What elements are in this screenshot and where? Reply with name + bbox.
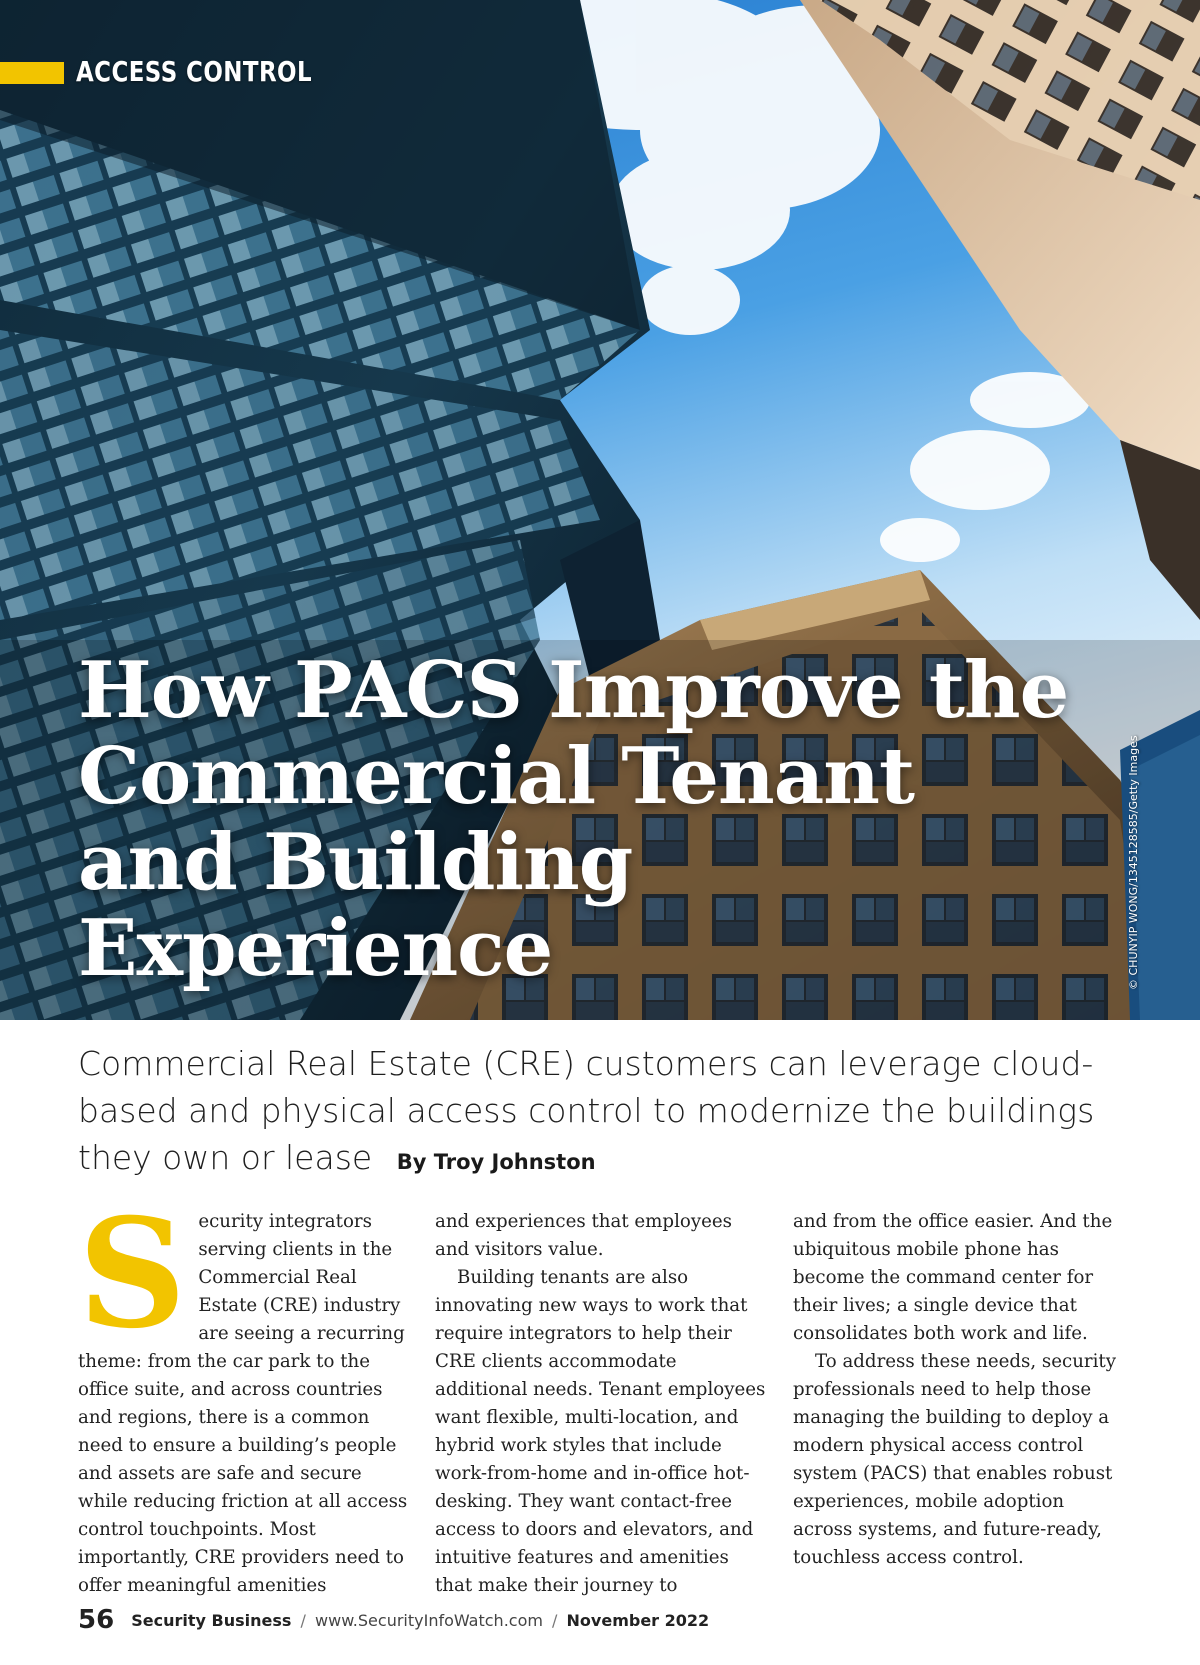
body-column-3 [793,1208,1128,1572]
section-accent-bar [0,62,64,84]
article-headline: How PACS Improve the Commercial Tenant and Building Experience [78,645,1069,994]
paragraph: Building tenants are also innovating new ways to work that require integrators to help their CRE clients accommodate additional needs. Tenant employees want flexible, multi-location, and hybrid work styles that include work-from-home and in-office hot-desking. They want contact-free access to doors and elevators, and intuitive features and amenities that make their journey to [435,1267,766,1596]
deck-text: Commercial Real Estate (CRE) customers can leverage cloud-based and physical access control to modernize the buildings they own or lease [78,1044,1095,1177]
page-number: 56 [78,1605,115,1635]
byline: By Troy Johnston [396,1150,596,1174]
drop-cap: S [78,1186,187,1362]
paragraph-text: ecurity integrators serving clients in the Commercial Real Estate (CRE) industry are seeing a recurring theme: from the car park to the office suite, and across countries and regions, there is a common need to ensure a building’s people and assets are safe and secure while reducing friction at all access control touchpoints. Most importantly, CRE providers need to offer meaningful amenities [78,1211,408,1596]
publication-name: Security Business [131,1611,292,1630]
publication-url[interactable]: www.SecurityInfoWatch.com [315,1611,543,1630]
paragraph: and from the office easier. And the ubiquitous mobile phone has become the command center for their lives; a single device that consolidates both work and life. [793,1211,1113,1344]
section-label: ACCESS CONTROL [76,55,313,88]
article-deck [78,1040,1128,1186]
page-footer [78,1605,709,1635]
body-column-2 [435,1208,770,1600]
footer-separator: / [300,1611,306,1630]
paragraph: and experiences that employees and visitors value. [435,1211,732,1260]
issue-date: November 2022 [566,1611,710,1630]
paragraph [78,1186,413,1600]
body-column-1 [78,1186,413,1600]
footer-separator: / [552,1611,558,1630]
paragraph: To address these needs, security professionals need to help those managing the building to deploy a modern physical access control system (PACS) that enables robust experiences, mobile adoption across systems, and future-ready, touchless access control. [793,1351,1117,1568]
photo-credit: © CHUNYIP WONG/1345128585/Getty Images [1127,735,1140,990]
